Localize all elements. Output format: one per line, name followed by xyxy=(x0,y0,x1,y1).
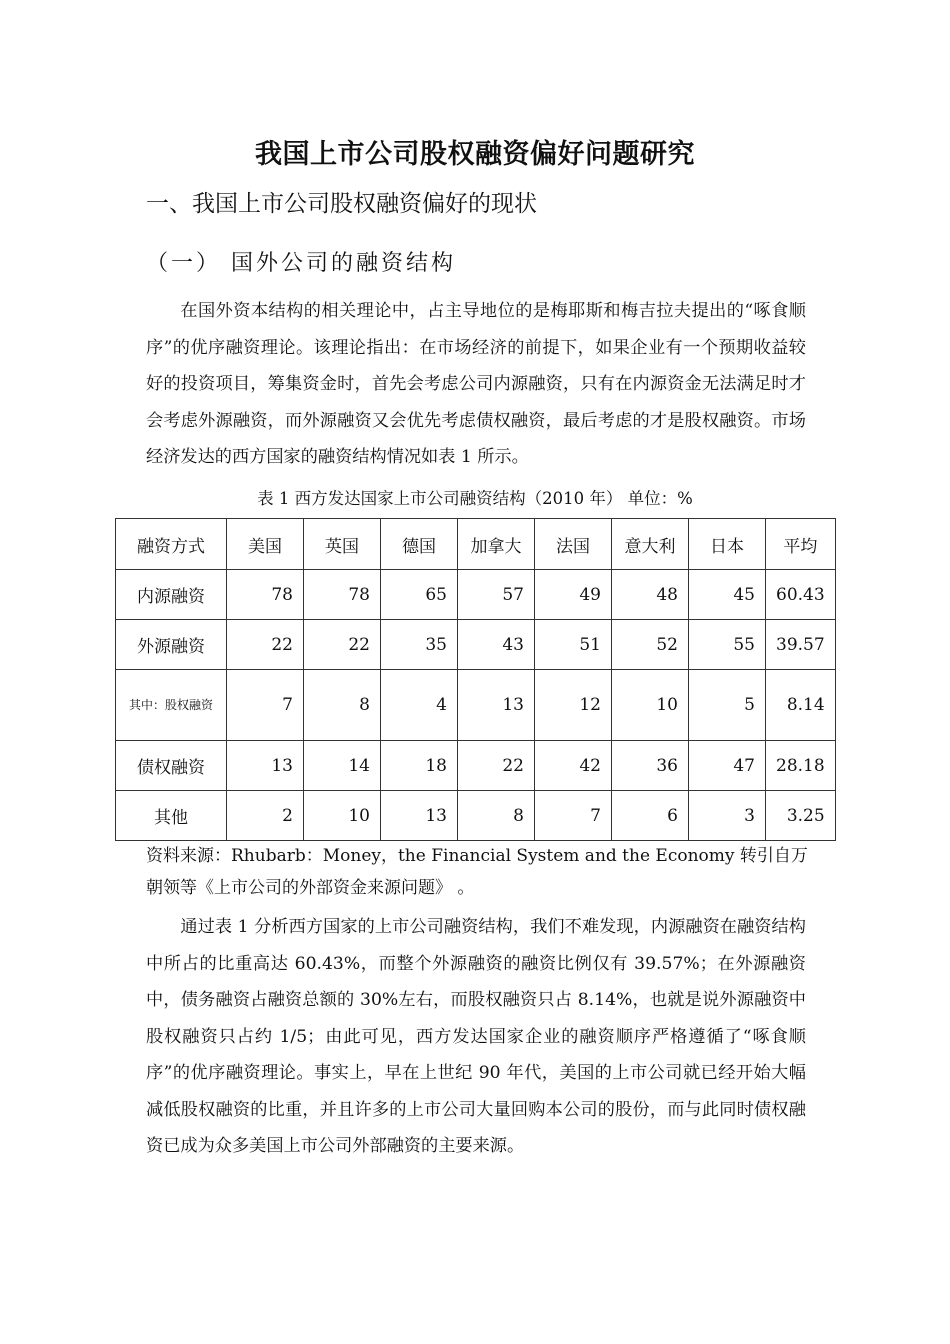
table-cell: 65 xyxy=(381,570,458,620)
table-cell: 78 xyxy=(304,570,381,620)
table-cell: 22 xyxy=(227,620,304,670)
table-cell: 7 xyxy=(227,670,304,741)
table-cell: 35 xyxy=(381,620,458,670)
table-cell: 18 xyxy=(381,741,458,791)
row-label: 债权融资 xyxy=(116,741,227,791)
header-cell: 意大利 xyxy=(612,519,689,570)
table-cell: 52 xyxy=(612,620,689,670)
table-cell: 8 xyxy=(304,670,381,741)
analysis-paragraph xyxy=(146,909,806,1165)
table-cell: 3.25 xyxy=(766,791,836,841)
table-cell: 2 xyxy=(227,791,304,841)
table-row xyxy=(116,570,836,620)
table-cell: 10 xyxy=(304,791,381,841)
table-cell: 5 xyxy=(689,670,766,741)
table-cell: 49 xyxy=(535,570,612,620)
header-cell: 日本 xyxy=(689,519,766,570)
header-cell: 美国 xyxy=(227,519,304,570)
analysis-paragraph-text: 通过表 1 分析西方国家的上市公司融资结构，我们不难发现，内源融资在融资结构中所占的比重高达 60.43%，而整个外源融资的融资比例仅有 39.57%；在外源融资中，债务融资占融资总额的 30%左右，而股权融资只占 8.14%，也就是说外源融资中股权融资只占约 1/5；由此可见，西方发达国家企业的融资顺序严格遵循了“啄食顺序”的优序融资理论。事实上，早在上世纪 90 年代，美国的上市公司就已经开始大幅减低股权融资的比重，并且许多的上市公司大量回购本公司的股份，而与此同时债权融资已成为众多美国上市公司外部融资的主要来源。 xyxy=(146,917,806,1156)
table-row xyxy=(116,620,836,670)
header-cell: 德国 xyxy=(381,519,458,570)
table-cell: 60.43 xyxy=(766,570,836,620)
table-cell: 4 xyxy=(381,670,458,741)
table-cell: 22 xyxy=(304,620,381,670)
table-cell: 7 xyxy=(535,791,612,841)
table-row xyxy=(116,791,836,841)
table-cell: 55 xyxy=(689,620,766,670)
table-cell: 45 xyxy=(689,570,766,620)
row-label: 其他 xyxy=(116,791,227,841)
table-cell: 47 xyxy=(689,741,766,791)
table-cell: 51 xyxy=(535,620,612,670)
table-cell: 36 xyxy=(612,741,689,791)
table-cell: 12 xyxy=(535,670,612,741)
table-cell: 8 xyxy=(458,791,535,841)
table-row xyxy=(116,741,836,791)
row-label: 外源融资 xyxy=(116,620,227,670)
table-cell: 28.18 xyxy=(766,741,836,791)
source-note: 资料来源：Rhubarb：Money，the Financial System and the Economy 转引自万朝领等《上市公司的外部资金来源问题》 。 xyxy=(146,846,808,898)
document-title: 我国上市公司股权融资偏好问题研究 xyxy=(255,139,695,170)
subsection-heading: （一） 国外公司的融资结构 xyxy=(146,251,456,276)
intro-paragraph-text: 在国外资本结构的相关理论中，占主导地位的是梅耶斯和梅吉拉夫提出的“啄食顺序”的优序融资理论。该理论指出：在市场经济的前提下，如果企业有一个预期收益较好的投资项目，筹集资金时，首先会考虑公司内源融资，只有在内源资金无法满足时才会考虑外源融资，而外源融资又会优先考虑债权融资，最后考虑的才是股权融资。市场经济发达的西方国家的融资结构情况如表 1 所示。 xyxy=(146,301,806,467)
table-cell: 43 xyxy=(458,620,535,670)
table-cell: 22 xyxy=(458,741,535,791)
table-cell: 8.14 xyxy=(766,670,836,741)
table-cell: 14 xyxy=(304,741,381,791)
section-heading: 一、我国上市公司股权融资偏好的现状 xyxy=(146,191,537,217)
table-cell: 39.57 xyxy=(766,620,836,670)
table-caption: 表 1 西方发达国家上市公司融资结构（2010 年） 单位：% xyxy=(257,489,693,508)
table-row xyxy=(116,670,836,741)
table-cell: 48 xyxy=(612,570,689,620)
header-cell: 加拿大 xyxy=(458,519,535,570)
table-cell: 6 xyxy=(612,791,689,841)
table-cell: 3 xyxy=(689,791,766,841)
table-cell: 78 xyxy=(227,570,304,620)
row-label: 内源融资 xyxy=(116,570,227,620)
table-cell: 10 xyxy=(612,670,689,741)
header-cell: 平均 xyxy=(766,519,836,570)
header-cell: 融资方式 xyxy=(116,519,227,570)
table-cell: 13 xyxy=(227,741,304,791)
header-cell: 英国 xyxy=(304,519,381,570)
header-cell: 法国 xyxy=(535,519,612,570)
table-header-row xyxy=(116,519,836,570)
table-cell: 13 xyxy=(458,670,535,741)
table-cell: 57 xyxy=(458,570,535,620)
intro-paragraph xyxy=(146,293,806,476)
row-label: 其中：股权融资 xyxy=(116,670,227,741)
financing-structure-table xyxy=(115,518,836,841)
table-cell: 13 xyxy=(381,791,458,841)
table-cell: 42 xyxy=(535,741,612,791)
